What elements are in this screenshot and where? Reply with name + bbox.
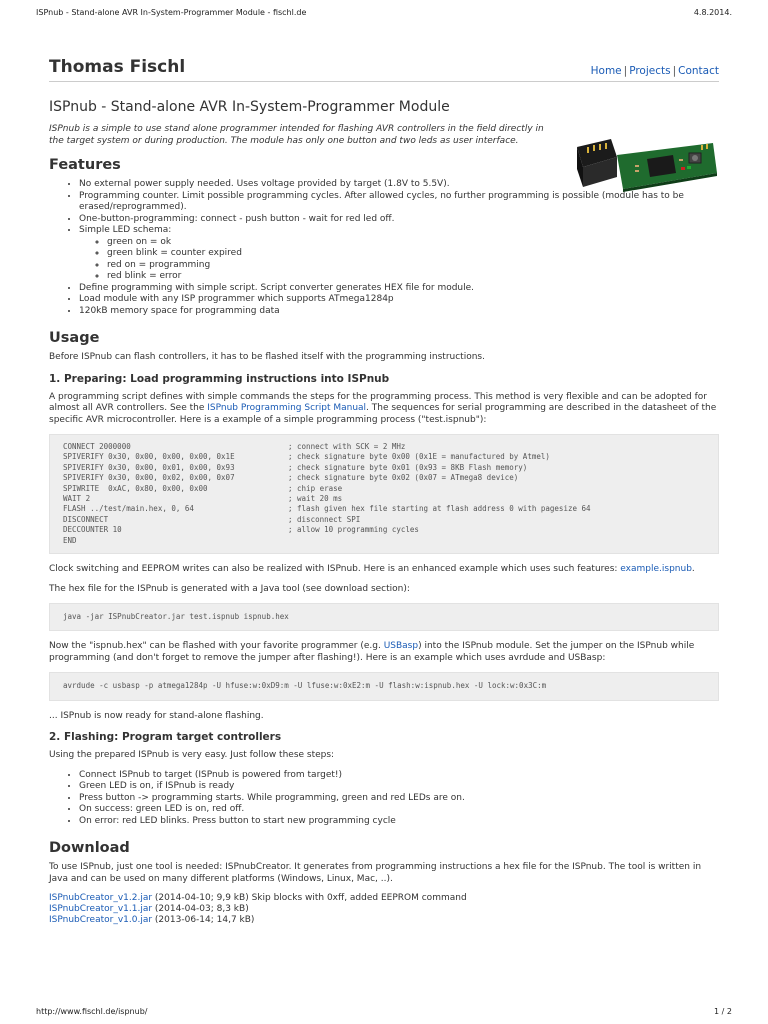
page-title: ISPnub - Stand-alone AVR In-System-Programmer Module: [49, 99, 450, 115]
list-item: • Green LED is on, if ISPnub is ready: [79, 781, 719, 793]
usbasp-link[interactable]: USBasp: [383, 641, 419, 652]
example-ispnub-link[interactable]: example.ispnub: [620, 564, 692, 575]
code-line: [63, 536, 705, 546]
nav-separator: |: [623, 65, 628, 77]
connector-pin: [605, 143, 607, 149]
list-item: • Press button -> programming starts. While programming, green and red LEDs are on.: [79, 793, 719, 805]
code-line: [63, 515, 705, 525]
list-item: • One-button-programming: connect - push button - wait for red led off.: [79, 214, 719, 226]
connector-pin: [593, 145, 595, 151]
code-command: SPIWRITE 0xAC, 0x80, 0x00, 0x00: [63, 483, 208, 493]
script-manual-link[interactable]: ISPnub Programming Script Manual: [207, 403, 367, 413]
intro-text: ISPnub is a simple to use stand alone programmer intended for flashing AVR controllers in the field directly in the target system or during production. The module has only one button and two leds as user interface.: [49, 124, 544, 146]
code-line: [63, 452, 705, 462]
code-command: WAIT 2: [63, 494, 91, 504]
code-comment: ; flash given hex file starting at flash address 0 with pagesize 64: [288, 504, 591, 514]
print-header: [36, 6, 732, 20]
connector-pin: [599, 144, 601, 150]
site-header: [49, 52, 719, 82]
list-item: • Load module with any ISP programmer which supports ATmega1284p: [79, 294, 719, 306]
site-title: Thomas Fischl: [49, 57, 186, 77]
download-heading: Download: [49, 840, 130, 857]
code-line: [63, 504, 705, 514]
list-item: • No external power supply needed. Uses voltage provided by target (1.8V to 5.5V).: [79, 179, 719, 191]
print-header-date: 4.8.2014.: [693, 8, 732, 17]
download-info: (2014-04-10; 9,9 kB) Skip blocks with 0xff, added EEPROM command: [152, 893, 467, 904]
code-comment: ; chip erase: [288, 483, 343, 493]
code-command: SPIVERIFY 0x30, 0x00, 0x01, 0x00, 0x93: [63, 462, 235, 472]
avrdude-command-block: [49, 672, 719, 700]
list-item: ◦ green blink = counter expired: [107, 248, 719, 260]
code-command: CONNECT 2000000: [63, 442, 131, 451]
print-header-title: ISPnub - Stand-alone AVR In-System-Programmer Module - fischl.de: [36, 8, 307, 17]
print-footer-page: 1 / 2: [714, 1007, 732, 1016]
code-comment: ; connect with SCK = 2 MHz: [288, 442, 406, 451]
list-item: • Connect ISPnub to target (ISPnub is powered from target!): [79, 770, 719, 782]
nav-home-link[interactable]: Home: [590, 65, 622, 77]
list-item: • On error: red LED blinks. Press button to start new programming cycle: [79, 816, 719, 828]
top-nav: [591, 64, 719, 78]
nav-projects-link[interactable]: Projects: [629, 65, 671, 77]
code-command: END: [63, 535, 77, 545]
connector-pin: [587, 147, 589, 153]
avrdude-command: avrdude -c usbasp -p atmega1284p -U hfuse:w:0xD9:m -U lfuse:w:0xE2:m -U flash:w:ispnub.hex -U lock:w:0x3C:m: [63, 681, 547, 691]
smd-part: [635, 165, 639, 167]
step2-intro: Using the prepared ISPnub is very easy. Just follow these steps:: [49, 750, 335, 761]
code-comment: ; check signature byte 0x02 (0x07 = ATmega8 device): [288, 473, 519, 483]
usage-intro: Before ISPnub can flash controllers, it has to be flashed itself with the programming instructions.: [49, 352, 485, 362]
download-link-v1-1[interactable]: ISPnubCreator_v1.1.jar: [49, 904, 153, 915]
intro-section: [49, 123, 719, 147]
smd-part: [635, 170, 639, 172]
code-comment: ; allow 10 programming cycles: [288, 525, 419, 535]
list-item: ◦ red on = programming: [107, 260, 719, 272]
download-item: [49, 904, 719, 915]
text-span: A programming script defines with simple commands the steps for the programming process. This method is very flexible and can be adopted for almost all AVR controllers. See the: [49, 391, 707, 413]
hex-generation-text: The hex file for the ISPnub is generated with a Java tool (see download section):: [49, 583, 410, 594]
nav-contact-link[interactable]: Contact: [678, 65, 719, 77]
print-footer-url: http://www.fischl.de/ispnub/: [36, 1007, 148, 1016]
step2-heading: 2. Flashing: Program target controllers: [49, 731, 282, 744]
text-span: Now the "ispnub.hex" can be flashed with your favorite programmer (e.g.: [49, 641, 384, 652]
code-line: [63, 525, 705, 535]
java-command-block: [49, 603, 719, 631]
nav-separator: |: [672, 65, 677, 77]
download-item: [49, 915, 719, 926]
led-schema-label: Simple LED schema:: [79, 225, 172, 235]
code-comment: ; wait 20 ms: [288, 494, 343, 504]
green-led: [687, 166, 691, 169]
step2-list: [49, 770, 719, 828]
code-command: FLASH ../test/main.hex, 0, 64: [63, 504, 194, 514]
ispnub-module-photo: [573, 125, 718, 203]
list-item: ◦ green on = ok: [107, 237, 719, 249]
usage-heading: Usage: [49, 330, 100, 346]
code-command: SPIVERIFY 0x30, 0x00, 0x02, 0x00, 0x07: [63, 473, 235, 483]
java-command: java -jar ISPnubCreator.jar test.ispnub ispnub.hex: [63, 612, 289, 622]
list-item: ◦ red blink = error: [107, 271, 719, 283]
download-file-list: [49, 893, 719, 926]
smd-part: [679, 159, 683, 161]
code-command: DECCOUNTER 10: [63, 525, 122, 535]
red-led: [681, 167, 685, 170]
print-footer: [36, 1005, 732, 1019]
jumper-pin: [701, 145, 703, 150]
list-item: • 120kB memory space for programming data: [79, 306, 719, 318]
text-span: . The sequences for serial programming are described in the datasheet of the specific AVR microcontroller. Here is a example of a simple programming process ("test.ispnub"):: [49, 403, 717, 425]
download-link-v1-2[interactable]: ISPnubCreator_v1.2.jar: [49, 893, 153, 904]
download-intro: To use ISPnub, just one tool is needed: ISPnubCreator. It generates from programming instructions a hex file for the ISPnub. The tool is written in Java and can be used on many different platforms (Windows, Linux, Mac, ..).: [49, 862, 702, 884]
text-span: ) into the ISPnub module. Set the jumper on the ISPnub while programming (and don't forget to remove the jumper after flashing!). Here is an example which uses avrdude and USBasp:: [49, 641, 695, 663]
code-command: SPIVERIFY 0x30, 0x00, 0x00, 0x00, 0x1E: [63, 452, 235, 462]
list-item: • On success: green LED is on, red off.: [79, 804, 719, 816]
step1-description: [49, 392, 719, 427]
code-comment: ; check signature byte 0x00 (0x1E = manufactured by Atmel): [288, 452, 550, 462]
page-content: [49, 52, 719, 926]
list-item: [79, 225, 719, 283]
list-item: • Define programming with simple script. Script converter generates HEX file for module.: [79, 283, 719, 295]
clock-eeprom-text: [49, 564, 719, 576]
code-line: [63, 463, 705, 473]
download-info: (2013-06-14; 14,7 kB): [152, 915, 255, 926]
features-heading: Features: [49, 157, 121, 173]
download-item: [49, 893, 719, 904]
button-cap: [692, 155, 698, 161]
flash-instructions-text: [49, 641, 719, 664]
download-link-v1-0[interactable]: ISPnubCreator_v1.0.jar: [49, 915, 153, 926]
code-comment: ; disconnect SPI: [288, 514, 361, 524]
code-command: DISCONNECT: [63, 514, 109, 524]
download-info: (2014-04-03; 8,3 kB): [152, 904, 249, 915]
list-item: • Programming counter. Limit possible programming cycles. After allowed cycles, no further programming is possible (module has to be erased/reprogrammed).: [79, 191, 719, 214]
text-span: Clock switching and EEPROM writes can also be realized with ISPnub. Here is an enhanced example which uses such features:: [49, 564, 621, 575]
ready-text: ... ISPnub is now ready for stand-alone flashing.: [49, 710, 264, 721]
step1-heading: 1. Preparing: Load programming instructions into ISPnub: [49, 372, 390, 385]
script-code-block: [49, 434, 719, 554]
text-span: .: [691, 564, 695, 575]
led-schema-list: [79, 237, 719, 283]
jumper-pin: [706, 144, 708, 149]
code-line: [63, 442, 705, 452]
code-comment: ; check signature byte 0x01 (0x93 = 8KB Flash memory): [288, 462, 528, 472]
code-line: [63, 494, 705, 504]
code-line: [63, 484, 705, 494]
code-line: [63, 473, 705, 483]
